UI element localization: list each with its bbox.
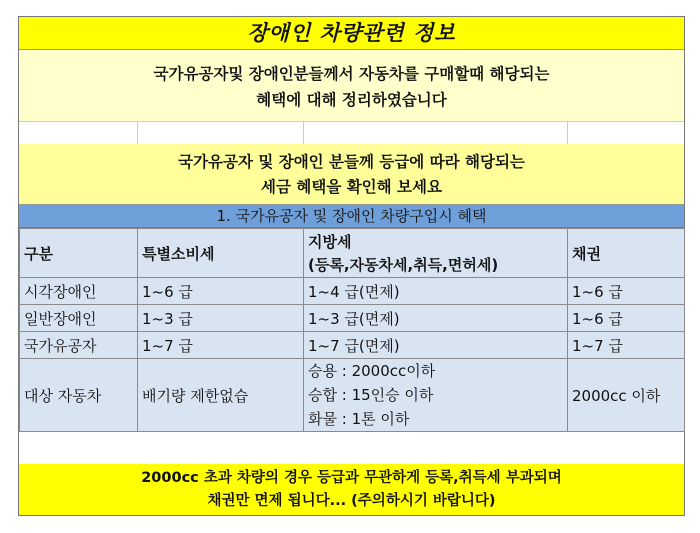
footer-line-2: 채권만 면제 됩니다... (주의하시기 바랍니다) <box>207 493 496 509</box>
row-special-tax: 1~6 급 <box>138 278 304 305</box>
row-special-tax: 1~7 급 <box>138 332 304 359</box>
tax-note-line-2: 세금 혜택을 확인해 보세요 <box>261 178 442 196</box>
page-title: 장애인 차량관련 정보 <box>19 17 684 50</box>
intro-line-1: 국가유공자및 장애인분들께서 자동차를 구매할때 해당되는 <box>153 65 550 83</box>
benefits-sheet <box>18 16 685 516</box>
table-row <box>20 332 685 359</box>
blank-spreadsheet-row <box>19 121 684 145</box>
section-title: 1. 국가유공자 및 장애인 차량구입시 혜택 <box>19 205 684 228</box>
table-row <box>20 305 685 332</box>
intro-line-2: 혜택에 대해 정리하였습니다 <box>256 91 447 109</box>
tax-note-banner <box>19 144 684 205</box>
cell-divider <box>303 122 304 144</box>
row-category: 시각장애인 <box>20 278 138 305</box>
vehicle-limit-passenger: 승용 : 2000cc이하 <box>308 362 436 380</box>
vehicle-special-tax: 배기량 제한없습 <box>138 359 304 432</box>
vehicle-local-tax <box>304 359 568 432</box>
row-local-tax: 1~7 급(면제) <box>304 332 568 359</box>
row-bond: 1~7 급 <box>568 332 685 359</box>
footer-line-1: 2000cc 초과 차량의 경우 등급과 무관하게 등록,취득세 부과되며 <box>141 470 562 486</box>
row-local-tax: 1~3 급(면제) <box>304 305 568 332</box>
tax-note-line-1: 국가유공자 및 장애인 분들께 등급에 따라 해당되는 <box>178 153 525 171</box>
benefits-table <box>19 228 685 432</box>
row-local-tax: 1~4 급(면제) <box>304 278 568 305</box>
vehicle-category: 대상 자동차 <box>20 359 138 432</box>
table-header-row <box>20 229 685 278</box>
cell-divider <box>137 122 138 144</box>
row-category: 국가유공자 <box>20 332 138 359</box>
header-local-tax-label: 지방세 <box>308 233 352 251</box>
footer-warning <box>19 464 684 515</box>
row-bond: 1~6 급 <box>568 305 685 332</box>
vehicle-row <box>20 359 685 432</box>
row-bond: 1~6 급 <box>568 278 685 305</box>
header-local-tax-detail: (등록,자동차세,취득,면허세) <box>308 256 499 274</box>
header-special-tax: 특별소비세 <box>138 229 304 278</box>
header-category: 구분 <box>20 229 138 278</box>
table-row <box>20 278 685 305</box>
row-special-tax: 1~3 급 <box>138 305 304 332</box>
vehicle-limit-truck: 화물 : 1톤 이하 <box>308 410 410 428</box>
cell-divider <box>567 122 568 144</box>
header-bond: 채권 <box>568 229 685 278</box>
header-local-tax <box>304 229 568 278</box>
vehicle-bond: 2000cc 이하 <box>568 359 685 432</box>
row-category: 일반장애인 <box>20 305 138 332</box>
vehicle-limit-van: 승합 : 15인승 이하 <box>308 386 434 404</box>
